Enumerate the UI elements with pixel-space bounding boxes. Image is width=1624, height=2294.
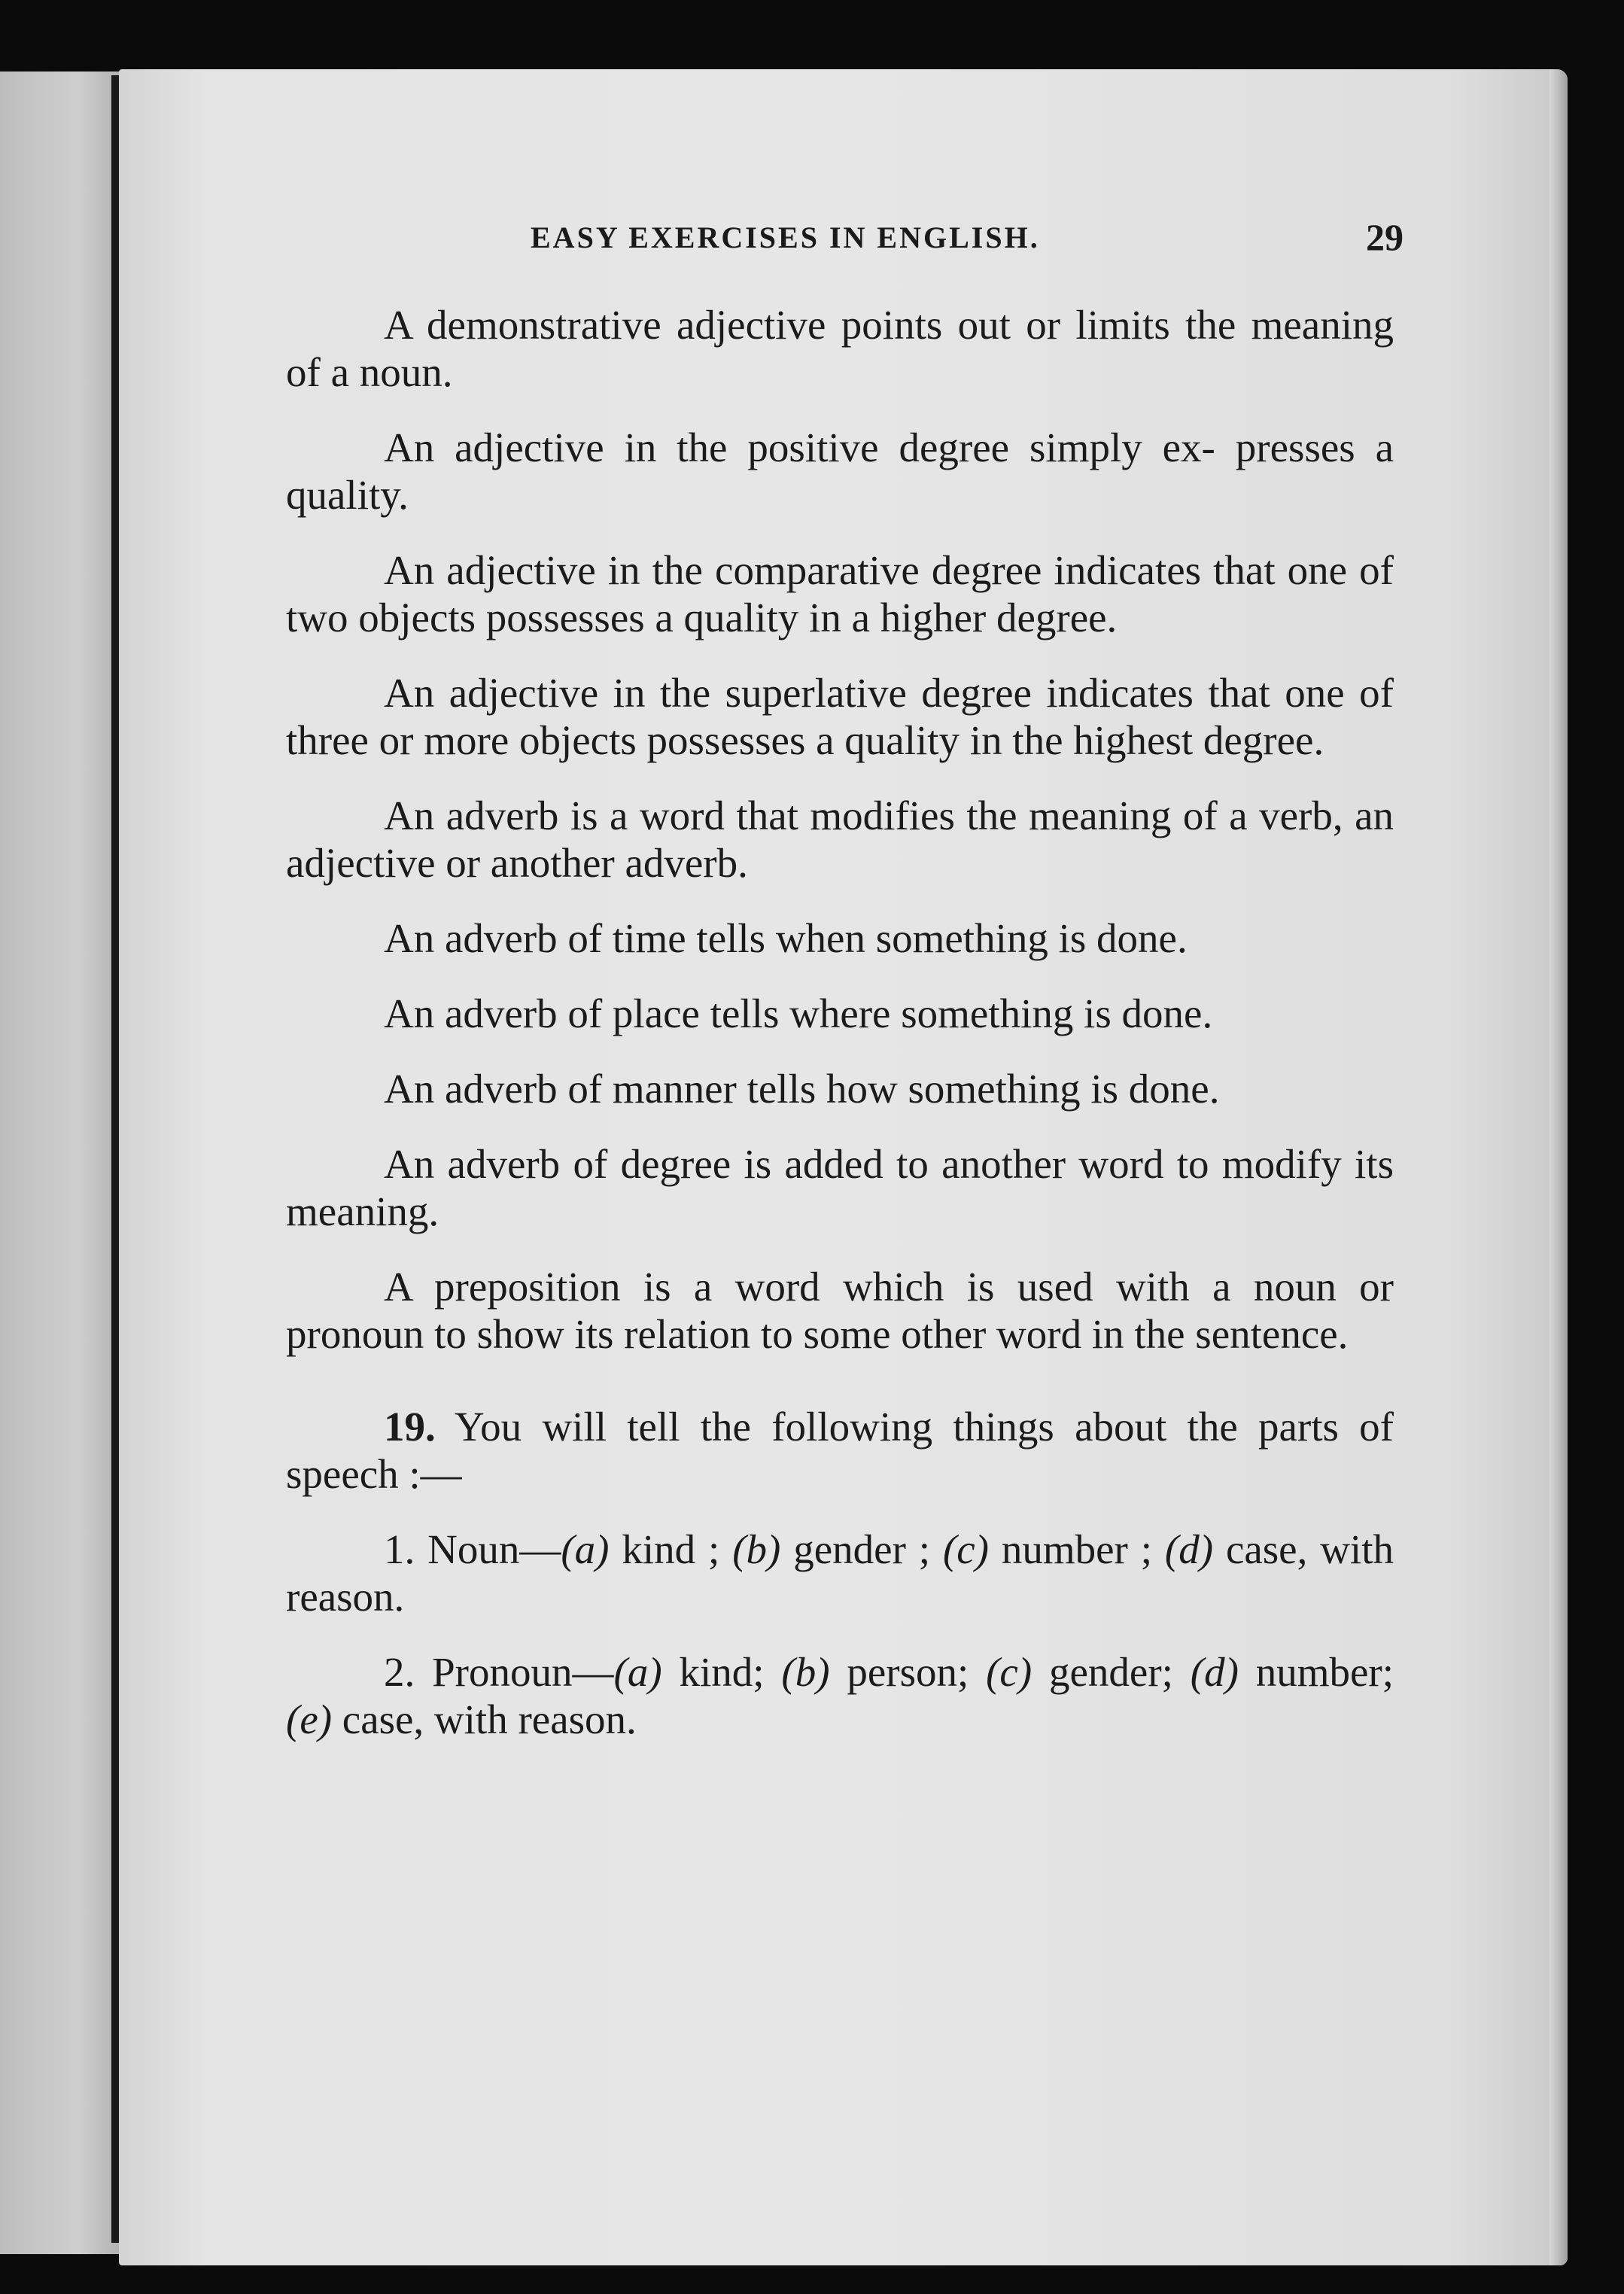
paragraph-demonstrative-adjective: A demonstrative adjective points out or limits the meaning of a noun.: [286, 302, 1394, 395]
item-noun-mark-a: (a): [561, 1526, 610, 1572]
section-intro: You will tell the following things about the parts of speech :—: [286, 1404, 1394, 1497]
paragraph-preposition: A preposition is a word which is used with a noun or pronoun to show its relation to some other word in the sentence.: [286, 1264, 1394, 1357]
item-pronoun: [286, 1648, 1394, 1743]
paragraph-adverb-degree: An adverb of degree is added to another word to modify its meaning.: [286, 1141, 1394, 1234]
item-noun-mark-c: (c): [942, 1526, 989, 1572]
paragraph-adverb-definition: An adverb is a word that modifies the meaning of a verb, an adjective or another adverb.: [286, 793, 1394, 886]
running-head: [418, 216, 1404, 272]
section-number: 19.: [384, 1404, 436, 1450]
item-noun-text-c: number ;: [988, 1526, 1165, 1572]
paragraph-comparative-degree: An adjective in the comparative degree indicates that one of two objects possesses a quality in a higher degree.: [286, 547, 1394, 640]
item-noun-mark-d: (d): [1164, 1526, 1214, 1572]
item-pronoun-text-b: person;: [829, 1649, 987, 1695]
item-noun-mark-b: (b): [732, 1526, 781, 1572]
item-pronoun-mark-a: (a): [613, 1649, 662, 1695]
paragraph-adverb-place: An adverb of place tells where something is done.: [384, 990, 1213, 1036]
item-pronoun-text-c: gender;: [1032, 1649, 1191, 1695]
page-fore-edge: [1549, 69, 1568, 2265]
section-19: [286, 1403, 1394, 1498]
item-pronoun-text-d: number;: [1238, 1649, 1394, 1695]
page-number: 29: [1366, 216, 1404, 258]
item-noun-label: 1. Noun—: [384, 1526, 561, 1572]
paragraph-adverb-manner: An adverb of manner tells how something is done.: [384, 1066, 1220, 1112]
paragraph-positive-degree: An adjective in the positive degree simply ex- presses a quality.: [286, 424, 1394, 518]
item-pronoun-mark-d: (d): [1190, 1649, 1239, 1695]
item-noun: [286, 1526, 1394, 1620]
item-pronoun-mark-b: (b): [781, 1649, 830, 1695]
running-head-title: EASY EXERCISES IN ENGLISH.: [531, 221, 1040, 254]
item-pronoun-mark-c: (c): [986, 1649, 1032, 1695]
paragraph-superlative-degree: An adjective in the superlative degree indicates that one of three or more objects possesses a quality in the highest degree.: [286, 670, 1394, 763]
item-noun-text-b: gender ;: [780, 1526, 943, 1572]
paragraph-adverb-time: An adverb of time tells when something is done.: [384, 915, 1188, 961]
item-pronoun-mark-e: (e): [286, 1696, 333, 1742]
item-pronoun-text-a: kind;: [661, 1649, 782, 1695]
item-pronoun-text-e: case, with reason.: [332, 1696, 637, 1742]
item-noun-text-a: kind ;: [609, 1526, 733, 1572]
item-noun-text-d: case, with reason.: [286, 1526, 1394, 1620]
item-pronoun-label: 2. Pronoun—: [384, 1649, 614, 1695]
body-text: [286, 301, 1394, 1771]
